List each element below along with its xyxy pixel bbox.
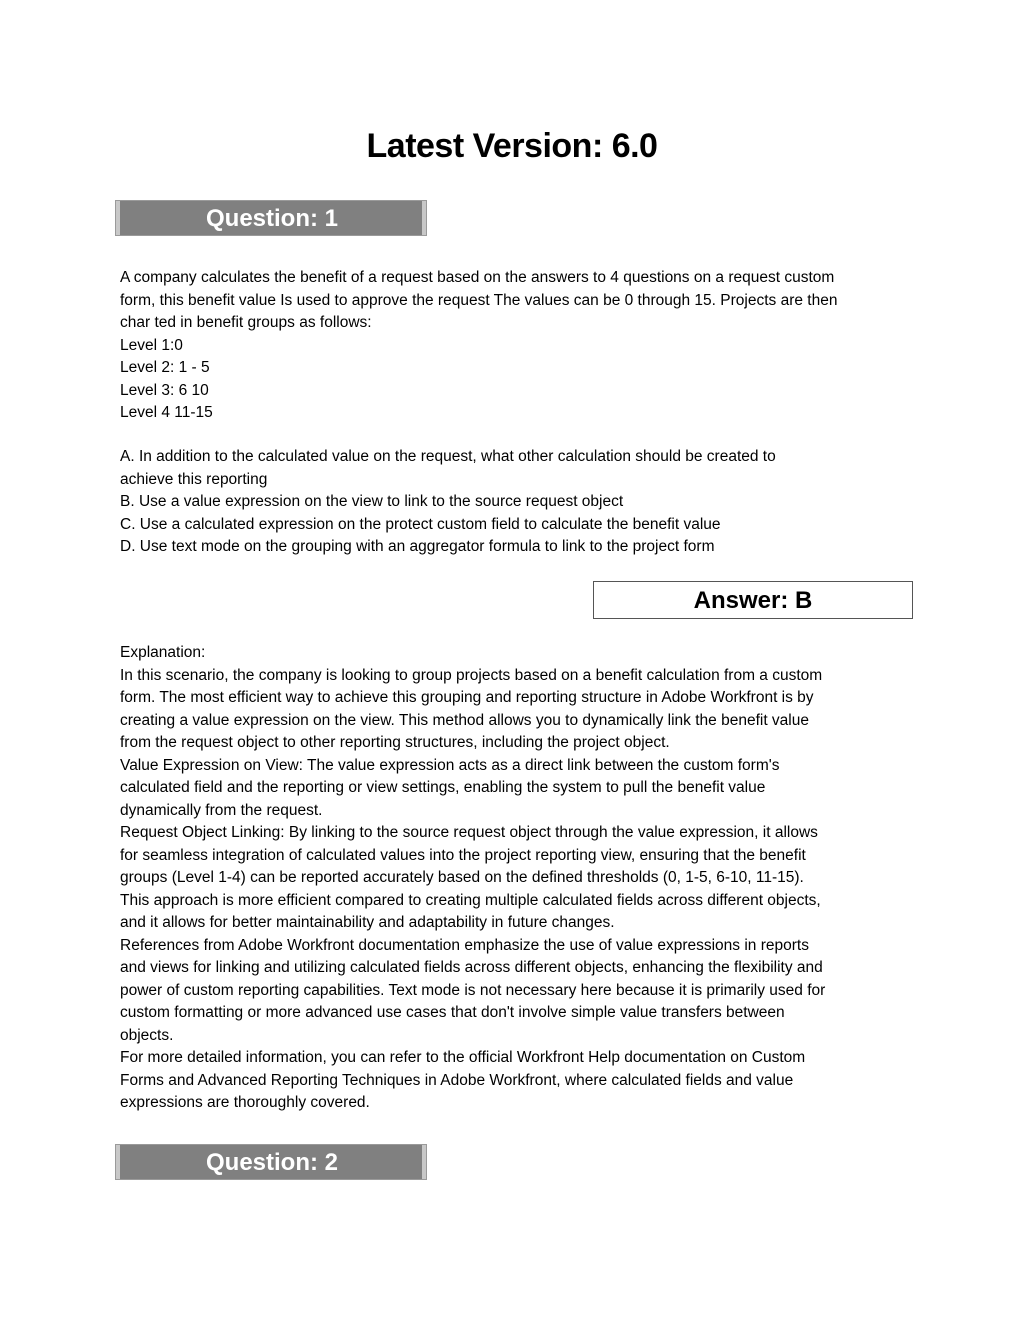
explanation-line: expressions are thoroughly covered. bbox=[120, 1094, 370, 1111]
stem-line: form, this benefit value Is used to approve the request The values can be 0 through 15. Projects are then bbox=[120, 291, 838, 309]
explanation-line: References from Adobe Workfront documentation emphasize the use of value expressions in reports bbox=[120, 936, 809, 954]
answer-label: Answer: B bbox=[693, 587, 813, 614]
explanation-line: creating a value expression on the view. This method allows you to dynamically link the benefit value bbox=[120, 711, 809, 729]
question-2-label: Question: 2 bbox=[205, 1149, 338, 1176]
explanation-line: Value Expression on View: The value expression acts as a direct link between the custom form's bbox=[120, 756, 780, 774]
question-1-options bbox=[120, 446, 910, 559]
explanation bbox=[120, 642, 910, 1115]
explanation-line: custom formatting or more advanced use cases that don't involve simple value transfers between bbox=[120, 1004, 785, 1021]
stem-line: A company calculates the benefit of a request based on the answers to 4 questions on a request custom bbox=[120, 269, 835, 286]
explanation-line: In this scenario, the company is looking to group projects based on a benefit calculation from a custom bbox=[120, 666, 823, 684]
explanation-line: for seamless integration of calculated values into the project reporting view, ensuring that the benefit bbox=[120, 846, 806, 864]
option-b: B. Use a value expression on the view to link to the source request object bbox=[120, 493, 624, 510]
explanation-line: dynamically from the request. bbox=[120, 801, 323, 819]
explanation-line: Request Object Linking: By linking to the source request object through the value expression, it allows bbox=[120, 824, 818, 841]
explanation-line: Explanation: bbox=[120, 644, 206, 661]
stem-line: Level 2: 1 - 5 bbox=[120, 359, 210, 376]
explanation-line: power of custom reporting capabilities. Text mode is not necessary here because it is primarily used for bbox=[120, 981, 826, 999]
answer-box bbox=[593, 581, 913, 619]
question-2-header bbox=[115, 1144, 427, 1180]
stem-line: Level 4 11-15 bbox=[120, 404, 213, 421]
explanation-line: and it allows for better maintainability and adaptability in future changes. bbox=[120, 914, 615, 931]
stem-line: Level 3: 6 10 bbox=[120, 381, 209, 399]
option-a-line: A. In addition to the calculated value on the request, what other calculation should be created to bbox=[120, 448, 776, 465]
explanation-line: and views for linking and utilizing calculated fields across different objects, enhancing the flexibility and bbox=[120, 959, 823, 976]
stem-line: Level 1:0 bbox=[120, 336, 183, 354]
question-1-header bbox=[115, 200, 427, 236]
option-c: C. Use a calculated expression on the protect custom field to calculate the benefit value bbox=[120, 515, 721, 533]
explanation-line: For more detailed information, you can refer to the official Workfront Help documentation on Custom bbox=[120, 1049, 806, 1066]
explanation-line: form. The most efficient way to achieve this grouping and reporting structure in Adobe Workfront is by bbox=[120, 689, 814, 706]
explanation-line: objects. bbox=[120, 1026, 174, 1044]
option-a-line: achieve this reporting bbox=[120, 470, 268, 488]
question-1-label: Question: 1 bbox=[205, 205, 338, 232]
explanation-line: from the request object to other reporting structures, including the project object. bbox=[120, 734, 670, 751]
explanation-line: groups (Level 1-4) can be reported accurately based on the defined thresholds (0, 1-5, 6-10, 11-15). bbox=[120, 869, 804, 886]
question-1-stem bbox=[120, 267, 910, 425]
explanation-line: Forms and Advanced Reporting Techniques in Adobe Workfront, where calculated fields and value bbox=[120, 1071, 794, 1089]
explanation-line: calculated field and the reporting or view settings, enabling the system to pull the benefit value bbox=[120, 779, 766, 796]
option-d: D. Use text mode on the grouping with an aggregator formula to link to the project form bbox=[120, 538, 715, 555]
page-title: Latest Version: 6.0 bbox=[366, 127, 658, 165]
stem-line: char ted in benefit groups as follows: bbox=[120, 314, 372, 331]
explanation-line: This approach is more efficient compared to creating multiple calculated fields across different objects, bbox=[120, 891, 821, 909]
